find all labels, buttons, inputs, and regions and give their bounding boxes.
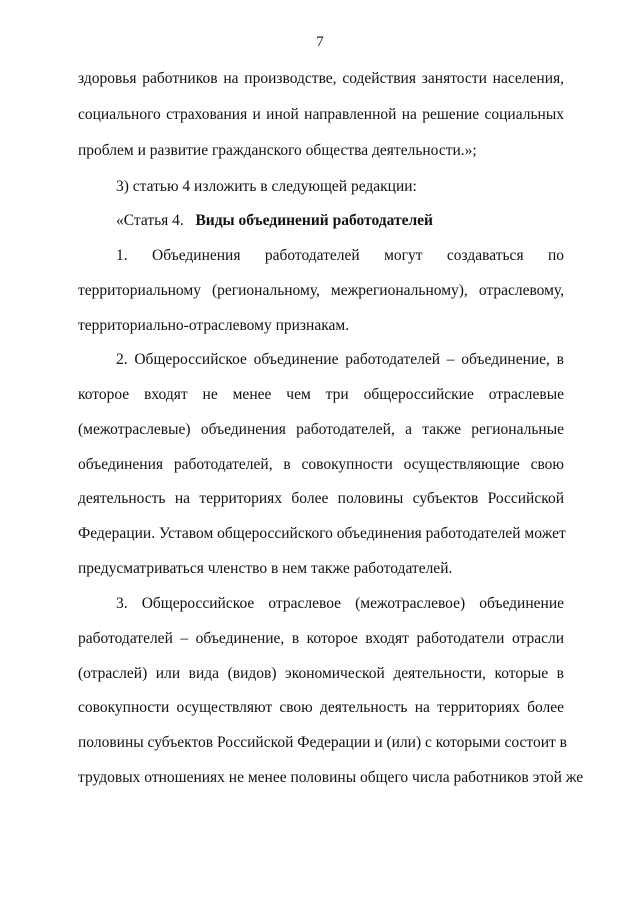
text-line: объединения работодателей, в совокупности осуществляющие свою [78, 456, 564, 473]
text-line: (межотраслевые) объединения работодателей, а также региональные [78, 421, 564, 438]
text-line: предусматриваться членство в нем также работодателей. [78, 560, 453, 577]
text-line: которое входят не менее чем три общероссийские отраслевые [78, 386, 564, 403]
text-line: совокупности осуществляют свою деятельность на территориях более [78, 699, 564, 716]
text-line: (отраслей) или вида (видов) экономической деятельности, которые в [78, 665, 564, 682]
article-title: Виды объединений работодателей [195, 212, 433, 229]
text-line: социального страхования и иной направленной на решение социальных [78, 106, 564, 123]
text-line: Федерации. Уставом общероссийского объединения работодателей может [78, 525, 566, 542]
text-line: 2. Общероссийское объединение работодателей – объединение, в [116, 351, 564, 368]
text-line: территориально-отраслевому признакам. [78, 317, 350, 334]
text-line: 3. Общероссийское отраслевое (межотраслевое) объединение [116, 595, 564, 612]
text-line: 1. Объединения работодателей могут создаваться по [116, 247, 564, 264]
text-line: 3) статью 4 изложить в следующей редакции: [116, 178, 417, 195]
text-line: половины субъектов Российской Федерации и (или) с которыми состоит в [78, 734, 567, 751]
text-line: деятельность на территориях более половины субъектов Российской [78, 490, 564, 507]
text-line: проблем и развитие гражданского общества деятельности.»; [78, 142, 477, 159]
article-number: «Статья 4. [116, 212, 184, 229]
text-line: трудовых отношениях не менее половины общего числа работников этой же [78, 769, 584, 786]
text-line: территориальному (региональному, межрегиональному), отраслевому, [78, 282, 564, 299]
page-number: 7 [316, 34, 324, 50]
article-heading [116, 212, 564, 230]
text-line: работодателей – объединение, в которое входят работодатели отрасли [78, 630, 564, 647]
text-line: здоровья работников на производстве, содействия занятости населения, [78, 70, 564, 87]
